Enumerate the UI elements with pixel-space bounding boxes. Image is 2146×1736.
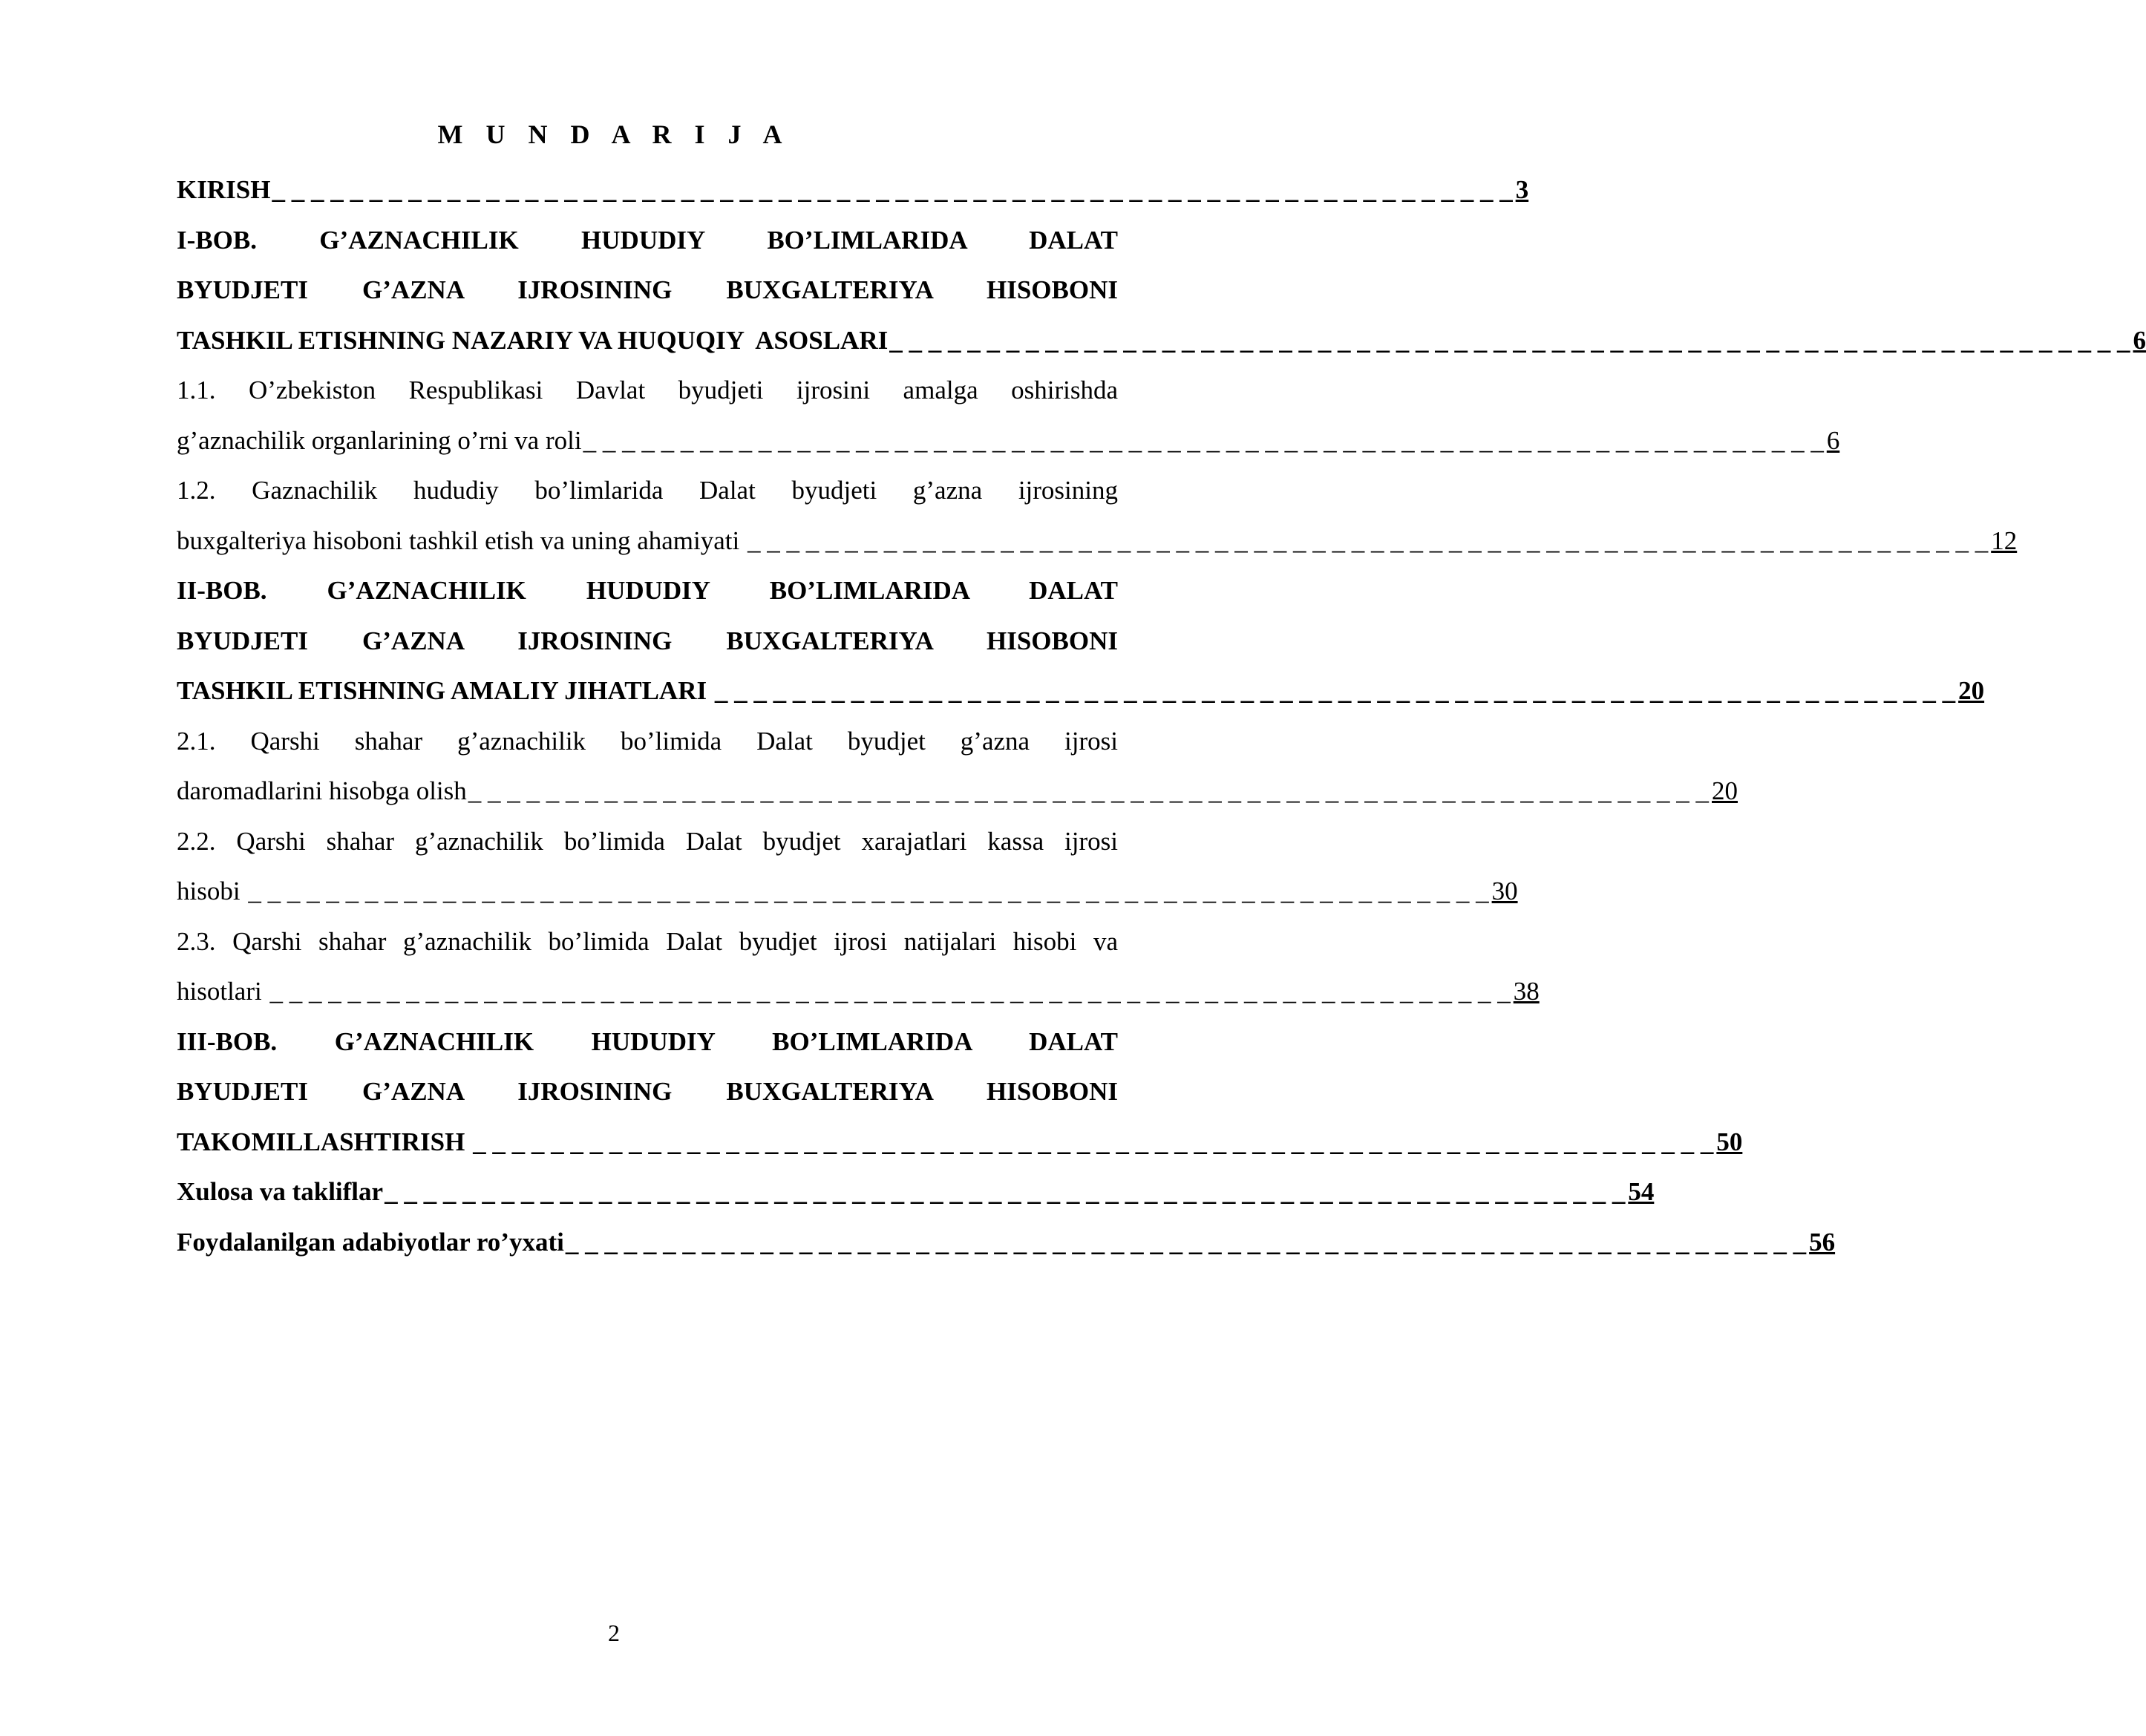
toc-entry-line: III-BOB. G’AZNACHILIK HUDUDIY BO’LIMLARIDA DALAT	[177, 1026, 1118, 1056]
toc-entry[interactable]	[177, 365, 1840, 465]
toc-page-number[interactable]: 30	[1491, 877, 1518, 905]
toc-entry-line: 2.3. Qarshi shahar g’aznachilik bo’limida Dalat byudjet ijrosi natijalari hisobi va	[177, 926, 1118, 956]
toc-entry[interactable]	[177, 1167, 1655, 1217]
toc-entry-text: TAKOMILLASHTIRISH	[177, 1127, 472, 1156]
toc-page-number[interactable]: 20	[1958, 676, 1985, 705]
toc-entry-last-line	[177, 1117, 1743, 1167]
toc-entry-text: TASHKIL ETISHNING AMALIY JIHATLARI	[177, 676, 713, 705]
toc-entry-last-line	[177, 416, 1840, 466]
toc-entry-last-line	[177, 516, 2018, 566]
toc-entry[interactable]	[177, 566, 1985, 716]
toc-leader: _ _ _ _ _ _ _ _ _ _ _ _ _ _ _ _ _ _ _ _ _ _ _ _ _ _ _ _ _ _ _ _ _ _ _ _ _ _ _ _ _ _ _ _ _ _ _ _ _ _ _ _ _ _ _ _ _ _ _ _ _ _ _ _	[248, 877, 1489, 905]
toc-page-number[interactable]: 56	[1809, 1227, 1836, 1257]
toc-entry-last-line	[177, 966, 1540, 1017]
toc-entry-text: buxgalteriya hisoboni tashkil etish va uning ahamiyati	[177, 525, 746, 555]
toc-entry-text: hisotlari	[177, 977, 269, 1006]
toc-leader: _ _ _ _ _ _ _ _ _ _ _ _ _ _ _ _ _ _ _ _ _ _ _ _ _ _ _ _ _ _ _ _ _ _ _ _ _ _ _ _ _ _ _ _ _ _ _ _ _ _ _ _ _ _ _ _ _ _ _ _ _ _ _ _	[583, 425, 1824, 455]
toc-entry[interactable]	[177, 165, 1529, 215]
toc-entry-last-line	[177, 1167, 1655, 1217]
toc-leader: _ _ _ _ _ _ _ _ _ _ _ _ _ _ _ _ _ _ _ _ _ _ _ _ _ _ _ _ _ _ _ _ _ _ _ _ _ _ _ _ _ _ _ _ _ _ _ _ _ _ _ _ _ _ _ _ _ _ _ _ _ _ _ _	[565, 1227, 1807, 1257]
toc-entry-line: BYUDJETI G’AZNA IJROSINING BUXGALTERIYA HISOBONI	[177, 275, 1118, 304]
toc-entry-line: 1.2. Gaznachilik hududiy bo’limlarida Dalat byudjeti g’azna ijrosining	[177, 476, 1118, 505]
toc-entry-line: I-BOB. G’AZNACHILIK HUDUDIY BO’LIMLARIDA DALAT	[177, 225, 1118, 255]
toc-leader: _ _ _ _ _ _ _ _ _ _ _ _ _ _ _ _ _ _ _ _ _ _ _ _ _ _ _ _ _ _ _ _ _ _ _ _ _ _ _ _ _ _ _ _ _ _ _ _ _ _ _ _ _ _ _ _ _ _ _ _ _ _ _ _	[385, 1177, 1626, 1206]
toc-entry[interactable]	[177, 1017, 1743, 1167]
toc-page-number[interactable]: 6	[1826, 425, 1840, 455]
toc-page-number[interactable]: 12	[1991, 525, 2018, 555]
toc-entry-text: TASHKIL ETISHNING NAZARIY VA HUQUQIY ASOSLARI	[177, 325, 889, 355]
toc-entry-last-line	[177, 315, 2146, 366]
toc-entry-last-line	[177, 1217, 1836, 1268]
toc-page-number[interactable]: 50	[1716, 1127, 1743, 1156]
toc-entry-text: KIRISH	[177, 175, 271, 204]
toc-leader: _ _ _ _ _ _ _ _ _ _ _ _ _ _ _ _ _ _ _ _ _ _ _ _ _ _ _ _ _ _ _ _ _ _ _ _ _ _ _ _ _ _ _ _ _ _ _ _ _ _ _ _ _ _ _ _ _ _ _ _ _ _ _ _	[272, 175, 1513, 204]
toc-entry[interactable]	[177, 215, 2146, 366]
toc-leader: _ _ _ _ _ _ _ _ _ _ _ _ _ _ _ _ _ _ _ _ _ _ _ _ _ _ _ _ _ _ _ _ _ _ _ _ _ _ _ _ _ _ _ _ _ _ _ _ _ _ _ _ _ _ _ _ _ _ _ _ _ _ _ _	[714, 676, 1956, 705]
toc-entry[interactable]	[177, 816, 1518, 917]
toc-entry-line: BYUDJETI G’AZNA IJROSINING BUXGALTERIYA HISOBONI	[177, 1077, 1118, 1106]
page-number: 2	[608, 1619, 620, 1646]
toc-leader: _ _ _ _ _ _ _ _ _ _ _ _ _ _ _ _ _ _ _ _ _ _ _ _ _ _ _ _ _ _ _ _ _ _ _ _ _ _ _ _ _ _ _ _ _ _ _ _ _ _ _ _ _ _ _ _ _ _ _ _ _ _ _ _	[269, 977, 1511, 1006]
toc-entry[interactable]	[177, 1217, 1836, 1268]
toc-entry[interactable]	[177, 917, 1540, 1017]
toc-entry-text: g’aznachilik organlarining o’rni va roli	[177, 425, 582, 455]
toc-entry-text: daromadlarini hisobga olish	[177, 776, 467, 805]
toc-entry-last-line	[177, 766, 1738, 816]
toc-page-number[interactable]: 54	[1628, 1177, 1655, 1206]
toc-entry-line: 1.1. O’zbekiston Respublikasi Davlat byudjeti ijrosini amalga oshirishda	[177, 376, 1118, 404]
toc-page-number[interactable]: 20	[1712, 776, 1738, 805]
toc-page-number[interactable]: 6	[2133, 325, 2146, 355]
toc-page-number[interactable]: 3	[1515, 175, 1529, 204]
toc-entry-line: II-BOB. G’AZNACHILIK HUDUDIY BO’LIMLARIDA DALAT	[177, 576, 1118, 605]
toc-entry-text: hisobi	[177, 877, 247, 905]
toc-entry-text: Xulosa va takliflar	[177, 1177, 384, 1206]
toc-entry-line: 2.1. Qarshi shahar g’aznachilik bo’limida Dalat byudjet g’azna ijrosi	[177, 726, 1118, 756]
toc-entry-text: Foydalanilgan adabiyotlar ro’yxati	[177, 1227, 564, 1257]
page-title: M U N D A R I J A	[437, 119, 791, 149]
toc-leader: _ _ _ _ _ _ _ _ _ _ _ _ _ _ _ _ _ _ _ _ _ _ _ _ _ _ _ _ _ _ _ _ _ _ _ _ _ _ _ _ _ _ _ _ _ _ _ _ _ _ _ _ _ _ _ _ _ _ _ _ _ _ _ _	[468, 776, 1710, 805]
table-of-contents	[177, 165, 2146, 1267]
toc-entry-last-line	[177, 866, 1518, 917]
toc-leader: _ _ _ _ _ _ _ _ _ _ _ _ _ _ _ _ _ _ _ _ _ _ _ _ _ _ _ _ _ _ _ _ _ _ _ _ _ _ _ _ _ _ _ _ _ _ _ _ _ _ _ _ _ _ _ _ _ _ _ _ _ _ _ _	[473, 1127, 1714, 1156]
toc-page-number[interactable]: 38	[1513, 977, 1540, 1006]
toc-entry[interactable]	[177, 716, 1738, 816]
toc-leader: _ _ _ _ _ _ _ _ _ _ _ _ _ _ _ _ _ _ _ _ _ _ _ _ _ _ _ _ _ _ _ _ _ _ _ _ _ _ _ _ _ _ _ _ _ _ _ _ _ _ _ _ _ _ _ _ _ _ _ _ _ _ _ _	[747, 525, 1989, 555]
toc-entry[interactable]	[177, 465, 2018, 566]
toc-entry-last-line	[177, 165, 1529, 215]
toc-entry-last-line	[177, 666, 1985, 716]
toc-leader: _ _ _ _ _ _ _ _ _ _ _ _ _ _ _ _ _ _ _ _ _ _ _ _ _ _ _ _ _ _ _ _ _ _ _ _ _ _ _ _ _ _ _ _ _ _ _ _ _ _ _ _ _ _ _ _ _ _ _ _ _ _ _ _	[889, 325, 2130, 355]
toc-entry-line: 2.2. Qarshi shahar g’aznachilik bo’limida Dalat byudjet xarajatlari kassa ijrosi	[177, 826, 1118, 856]
toc-entry-line: BYUDJETI G’AZNA IJROSINING BUXGALTERIYA HISOBONI	[177, 626, 1118, 655]
